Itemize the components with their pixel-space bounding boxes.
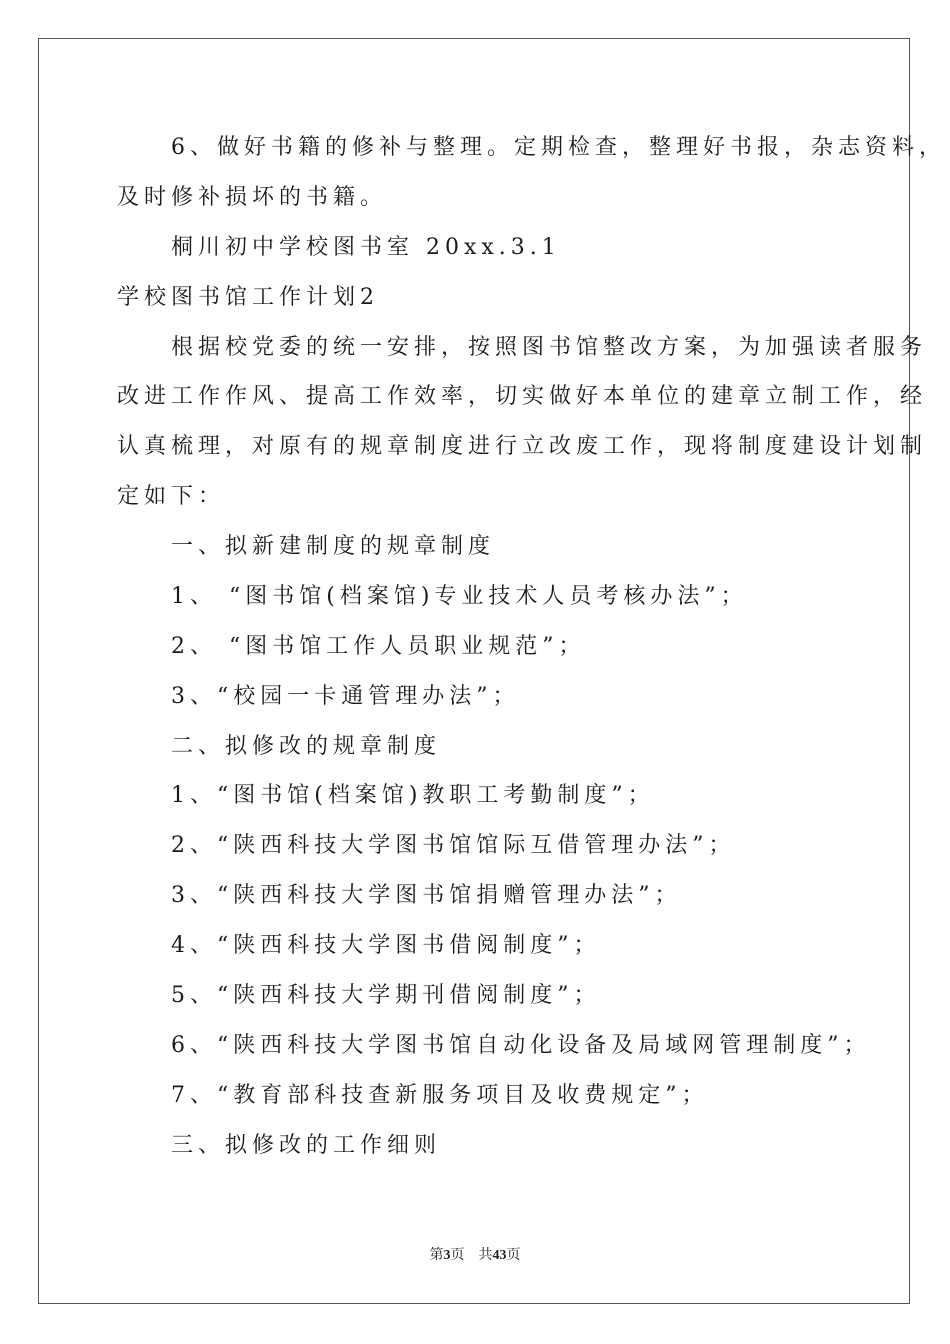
paragraph-line: 改进工作作风、提高工作效率，切实做好本单位的建章立制工作，经	[117, 384, 928, 409]
list-heading: 三、拟修改的工作细则	[117, 1133, 442, 1158]
paragraph-line: 认真梳理，对原有的规章制度进行立改废工作，现将制度建设计划制	[117, 434, 928, 459]
paragraph-line: 定如下：	[117, 484, 226, 509]
list-item: 5、“陕西科技大学期刊借阅制度”；	[117, 983, 601, 1008]
paragraph-line: 及时修补损坏的书籍。	[117, 185, 388, 210]
list-item: 2、 “图书馆工作人员职业规范”；	[117, 634, 586, 659]
list-item: 3、“陕西科技大学图书馆捐赠管理办法”；	[117, 883, 682, 908]
list-item: 1、 “图书馆(档案馆)专业技术人员考核办法”；	[117, 584, 748, 609]
section-heading: 学校图书馆工作计划2	[117, 285, 379, 310]
list-item: 4、“陕西科技大学图书借阅制度”；	[117, 933, 601, 958]
list-item: 2、“陕西科技大学图书馆馆际互借管理办法”；	[117, 833, 736, 858]
page-border	[38, 38, 910, 1304]
list-item: 1、“图书馆(档案馆)教职工考勤制度”；	[117, 783, 655, 808]
current-page-number: 3	[443, 1248, 451, 1263]
list-item: 6、“陕西科技大学图书馆自动化设备及局域网管理制度”；	[117, 1033, 871, 1058]
list-heading: 一、拟新建制度的规章制度	[117, 534, 496, 559]
footer-total-suffix: 页	[506, 1247, 521, 1263]
list-item: 3、“校园一卡通管理办法”；	[117, 684, 520, 709]
footer-page-suffix: 页 共	[450, 1247, 493, 1263]
paragraph-line: 6、做好书籍的修补与整理。定期检查，整理好书报，杂志资料，	[117, 135, 946, 160]
footer-prefix: 第	[429, 1247, 444, 1263]
paragraph-line: 根据校党委的统一安排，按照图书馆整改方案，为加强读者服务	[117, 335, 928, 360]
list-item: 7、“教育部科技查新服务项目及收费规定”；	[117, 1083, 709, 1108]
total-page-count: 43	[492, 1248, 507, 1263]
paragraph-line: 桐川初中学校图书室 20xx.3.1	[117, 235, 561, 260]
page-footer	[0, 1246, 950, 1265]
list-heading: 二、拟修改的规章制度	[117, 734, 442, 759]
